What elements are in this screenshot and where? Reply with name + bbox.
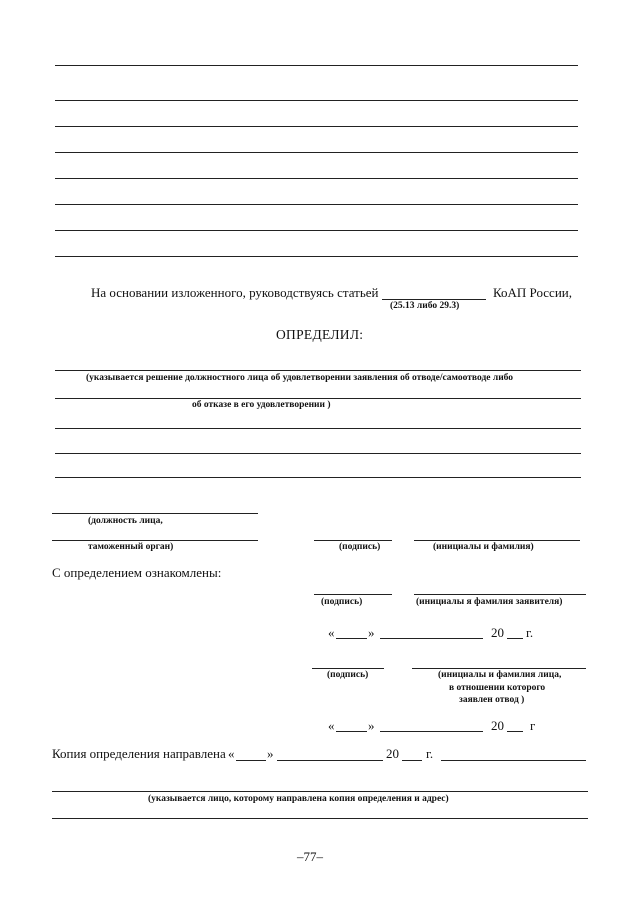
blank-line-3[interactable] — [55, 126, 578, 127]
decision-heading: ОПРЕДЕЛИЛ: — [276, 327, 364, 342]
applicant-signature-caption: (подпись) — [321, 597, 363, 607]
applicant-day-field[interactable] — [336, 638, 367, 639]
copy-year-prefix: 20 — [386, 746, 399, 761]
person-name-field[interactable] — [412, 668, 586, 669]
copy-year-suffix: г. — [426, 746, 434, 761]
blank-line-4[interactable] — [55, 152, 578, 153]
copy-year-field[interactable] — [402, 760, 422, 761]
copy-month-field[interactable] — [277, 760, 383, 761]
official-name-field[interactable] — [414, 540, 580, 541]
position-caption: (должность лица, — [88, 516, 163, 526]
copy-line-2[interactable] — [52, 818, 588, 819]
applicant-signature-field[interactable] — [314, 594, 392, 595]
article-hint: (25.13 либо 29.3) — [390, 301, 460, 311]
official-name-caption: (инициалы и фамилия) — [433, 542, 534, 552]
applicant-year-field[interactable] — [507, 638, 523, 639]
applicant-name-caption: (инициалы я фамилия заявителя) — [416, 597, 563, 607]
person-year-prefix: 20 — [491, 718, 504, 733]
decision-line-5[interactable] — [55, 477, 581, 478]
blank-line-8[interactable] — [55, 256, 578, 257]
applicant-date-open: « — [328, 625, 335, 640]
article-field[interactable] — [382, 299, 486, 300]
decision-hint-1: (указывается решение должностного лица об удовлетворении заявления об отводе/самоотводе либо — [86, 373, 514, 383]
person-date-open: « — [328, 718, 335, 733]
person-signature-caption: (подпись) — [327, 670, 369, 680]
person-day-field[interactable] — [336, 731, 367, 732]
applicant-name-field[interactable] — [414, 594, 586, 595]
applicant-month-field[interactable] — [380, 638, 483, 639]
person-year-field[interactable] — [507, 731, 523, 732]
person-name-caption-1: (инициалы и фамилия лица, — [438, 670, 562, 680]
position-field[interactable] — [52, 513, 258, 514]
customs-caption: таможенный орган) — [88, 542, 174, 552]
decision-line-3[interactable] — [55, 428, 581, 429]
decision-line-2[interactable] — [55, 398, 581, 399]
blank-line-2[interactable] — [55, 100, 578, 101]
basis-text: На основании изложенного, руководствуясь статьей — [91, 285, 379, 300]
person-name-caption-2: в отношении которого — [449, 683, 546, 693]
copy-label: Копия определения направлена — [52, 746, 226, 761]
page-number: –77– — [297, 849, 323, 864]
official-signature-field[interactable] — [314, 540, 392, 541]
blank-line-5[interactable] — [55, 178, 578, 179]
person-name-caption-3: заявлен отвод ) — [459, 695, 525, 705]
decision-line-4[interactable] — [55, 453, 581, 454]
blank-line-7[interactable] — [55, 230, 578, 231]
applicant-date-close: » — [368, 625, 375, 640]
copy-date-open: « — [228, 746, 235, 761]
copy-recipient-field[interactable] — [441, 760, 586, 761]
copy-hint: (указывается лицо, которому направлена копия определения и адрес) — [148, 794, 449, 804]
applicant-year-prefix: 20 — [491, 625, 504, 640]
copy-line-1[interactable] — [52, 791, 588, 792]
person-year-suffix: г — [530, 718, 536, 733]
person-date-close: » — [368, 718, 375, 733]
blank-line-6[interactable] — [55, 204, 578, 205]
copy-date-close: » — [267, 746, 274, 761]
person-month-field[interactable] — [380, 731, 483, 732]
applicant-year-suffix: г. — [526, 625, 534, 640]
customs-field[interactable] — [52, 540, 258, 541]
copy-day-field[interactable] — [236, 760, 266, 761]
decision-hint-2: об отказе в его удовлетворении ) — [192, 400, 331, 410]
official-signature-caption: (подпись) — [339, 542, 381, 552]
decision-line-1[interactable] — [55, 370, 581, 371]
basis-suffix: КоАП России, — [493, 285, 572, 300]
blank-line-1[interactable] — [55, 65, 578, 66]
acquainted-label: С определением ознакомлены: — [52, 565, 222, 580]
person-signature-field[interactable] — [312, 668, 384, 669]
